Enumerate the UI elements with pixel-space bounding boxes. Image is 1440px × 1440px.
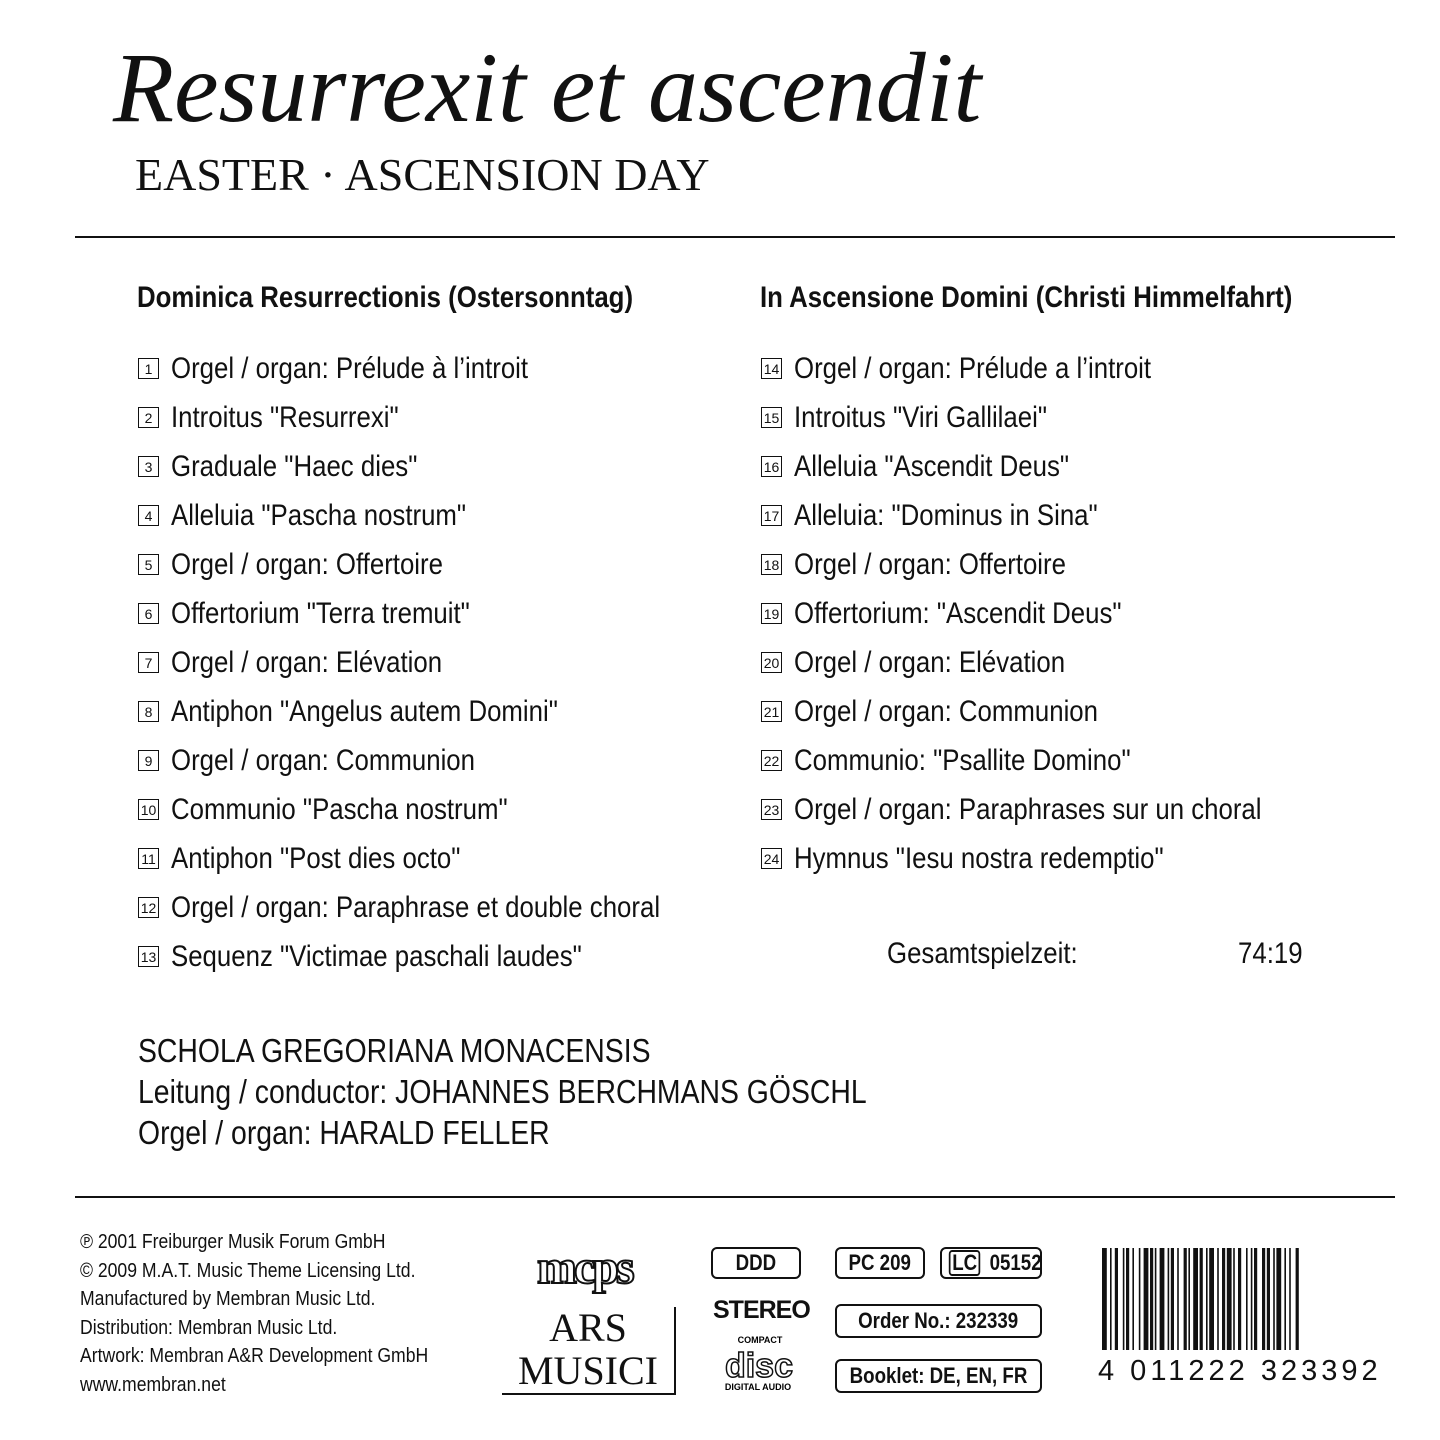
track-label: Alleluia: "Dominus in Sina" [794, 498, 1098, 532]
album-subtitle: EASTER · ASCENSION DAY [135, 149, 710, 200]
barcode-bar [1123, 1248, 1125, 1350]
track-item [761, 442, 1338, 491]
track-label: Orgel / organ: Offertoire [171, 547, 443, 581]
barcode-bar [1188, 1248, 1190, 1350]
barcode-bar [1262, 1248, 1265, 1350]
track-label: Introitus "Viri Gallilaei" [794, 400, 1048, 434]
compact-disc-top-text: COMPACT [737, 1335, 783, 1345]
barcode-bar [1222, 1248, 1225, 1350]
copyright-line: © 2009 M.A.T. Music Theme Licensing Ltd. [80, 1259, 416, 1282]
track-item [138, 589, 740, 638]
track-number: 6 [138, 603, 159, 624]
track-item [138, 834, 740, 883]
track-item [138, 883, 740, 932]
track-label: Sequenz "Victimae paschali laudes" [171, 939, 582, 973]
track-label: Orgel / organ: Paraphrases sur un choral [794, 792, 1262, 826]
track-item [138, 638, 740, 687]
track-label: Antiphon "Post dies octo" [171, 841, 461, 875]
barcode-bar [1276, 1248, 1281, 1350]
track-number: 21 [761, 701, 782, 722]
track-label: Hymnus "Iesu nostra redemptio" [794, 841, 1164, 875]
album-title: Resurrexit et ascendit [113, 32, 982, 143]
total-time-label: Gesamtspielzeit: [887, 937, 1078, 970]
barcode-bar [1150, 1248, 1153, 1350]
barcode-bar [1102, 1248, 1107, 1350]
track-item [761, 687, 1338, 736]
barcode-number: 4 011222 323392 [1098, 1355, 1382, 1387]
barcode-bar [1200, 1248, 1203, 1350]
track-number: 10 [138, 799, 159, 820]
distribution-line: Distribution: Membran Music Ltd. [80, 1316, 338, 1339]
website-link[interactable]: www.membran.net [80, 1373, 226, 1396]
legal-notice [80, 1228, 476, 1400]
track-number: 18 [761, 554, 782, 575]
lc-number: 05152 [989, 1250, 1042, 1275]
track-number: 14 [761, 358, 782, 379]
track-item [138, 442, 740, 491]
track-number: 5 [138, 554, 159, 575]
track-item [761, 393, 1338, 442]
barcode-bar [1139, 1248, 1141, 1350]
left-track-list [138, 344, 740, 981]
barcode-bar [1273, 1248, 1275, 1350]
lc-prefix: LC [949, 1250, 981, 1276]
track-number: 4 [138, 505, 159, 526]
track-number: 24 [761, 848, 782, 869]
track-item [761, 785, 1338, 834]
phonographic-copyright: ℗ 2001 Freiburger Musik Forum GmbH [80, 1231, 386, 1253]
barcode-bar [1171, 1248, 1174, 1350]
track-label: Introitus "Resurrexi" [171, 400, 399, 434]
track-number: 13 [138, 946, 159, 967]
track-label: Orgel / organ: Elévation [794, 645, 1066, 679]
track-item [761, 638, 1338, 687]
track-number: 22 [761, 750, 782, 771]
barcode-bar [1289, 1248, 1291, 1350]
barcode-bar [1238, 1248, 1241, 1350]
track-label: Orgel / organ: Communion [794, 694, 1099, 728]
ensemble-name: SCHOLA GREGORIANA MONACENSIS [138, 1032, 651, 1069]
barcode-bar [1254, 1248, 1257, 1350]
track-item [138, 540, 740, 589]
barcode-bar [1233, 1248, 1235, 1350]
lc-number-badge [940, 1247, 1042, 1279]
track-item [138, 344, 740, 393]
barcode-bar [1209, 1248, 1214, 1350]
organist-credit: Orgel / organ: HARALD FELLER [138, 1114, 550, 1151]
track-label: Orgel / organ: Offertoire [794, 547, 1066, 581]
track-item [138, 785, 740, 834]
ars-musici-logo [502, 1307, 676, 1395]
total-time-value: 74:19 [1238, 937, 1303, 970]
barcode-bar [1168, 1248, 1170, 1350]
track-number: 2 [138, 407, 159, 428]
barcode-bar [1251, 1248, 1253, 1350]
stereo-label: STEREO [713, 1296, 810, 1324]
track-label: Communio "Pascha nostrum" [171, 792, 508, 826]
ars-logo-line2: MUSICI [517, 1348, 659, 1393]
barcode-bar [1267, 1248, 1270, 1350]
track-number: 7 [138, 652, 159, 673]
barcode-bar [1227, 1248, 1232, 1350]
barcode-bar [1184, 1248, 1187, 1350]
bottom-divider [75, 1196, 1395, 1198]
right-column-heading: In Ascensione Domini (Christi Himmelfahrt) [760, 281, 1293, 314]
track-label: Communio: "Psallite Domino" [794, 743, 1131, 777]
track-item [138, 491, 740, 540]
track-item [138, 393, 740, 442]
mcps-logo: mcps [537, 1241, 632, 1294]
track-number: 11 [138, 848, 159, 869]
track-item [138, 736, 740, 785]
barcode-bar [1296, 1248, 1299, 1350]
track-number: 1 [138, 358, 159, 379]
barcode-bar [1284, 1248, 1286, 1350]
barcode-bar [1193, 1248, 1198, 1350]
track-number: 20 [761, 652, 782, 673]
pc-number-badge: PC 209 [835, 1247, 925, 1279]
track-item [761, 540, 1338, 589]
track-number: 12 [138, 897, 159, 918]
track-item [138, 687, 740, 736]
track-item [138, 932, 740, 981]
barcode-bar [1246, 1248, 1248, 1350]
track-number: 8 [138, 701, 159, 722]
track-number: 17 [761, 505, 782, 526]
track-label: Orgel / organ: Elévation [171, 645, 443, 679]
track-label: Offertorium "Terra tremuit" [171, 596, 470, 630]
barcode-bar [1115, 1248, 1118, 1350]
track-item [761, 491, 1338, 540]
conductor-credit: Leitung / conductor: JOHANNES BERCHMANS GÖSCHL [138, 1073, 867, 1110]
barcode-bar [1206, 1248, 1208, 1350]
track-label: Alleluia "Pascha nostrum" [171, 498, 467, 532]
track-number: 15 [761, 407, 782, 428]
barcode-bar [1177, 1248, 1179, 1350]
track-number: 9 [138, 750, 159, 771]
track-item [761, 736, 1338, 785]
artwork-line: Artwork: Membran A&R Development GmbH [80, 1345, 429, 1368]
top-divider [75, 236, 1395, 238]
barcode-bar [1217, 1248, 1219, 1350]
right-track-list [761, 344, 1338, 883]
compact-disc-main-text: disc [724, 1347, 794, 1385]
performer-credits [138, 1030, 985, 1153]
left-column-heading: Dominica Resurrectionis (Ostersonntag) [137, 281, 634, 314]
track-label: Orgel / organ: Communion [171, 743, 476, 777]
compact-disc-icon [713, 1333, 803, 1393]
track-label: Alleluia "Ascendit Deus" [794, 449, 1070, 483]
barcode-bar [1126, 1248, 1129, 1350]
ddd-badge: DDD [711, 1247, 801, 1279]
track-label: Orgel / organ: Paraphrase et double choral [171, 890, 661, 924]
track-label: Antiphon "Angelus autem Domini" [171, 694, 558, 728]
barcode-bar [1110, 1248, 1112, 1350]
barcode-graphic [1100, 1248, 1380, 1358]
barcode-bar [1160, 1248, 1165, 1350]
compact-disc-bottom-text: DIGITAL AUDIO [724, 1382, 792, 1392]
ars-logo-line1: ARS [549, 1305, 627, 1350]
order-number-badge: Order No.: 232339 [835, 1304, 1042, 1338]
track-number: 3 [138, 456, 159, 477]
manufacturer-line: Manufactured by Membran Music Ltd. [80, 1288, 376, 1311]
barcode-bar [1132, 1248, 1134, 1350]
track-number: 19 [761, 603, 782, 624]
track-number: 23 [761, 799, 782, 820]
track-label: Graduale "Haec dies" [171, 449, 418, 483]
track-item [761, 344, 1338, 393]
track-number: 16 [761, 456, 782, 477]
barcode-bar [1155, 1248, 1157, 1350]
track-label: Offertorium: "Ascendit Deus" [794, 596, 1122, 630]
track-item [761, 589, 1338, 638]
barcode-bar [1144, 1248, 1149, 1350]
track-label: Orgel / organ: Prélude a l’introit [794, 351, 1152, 385]
booklet-languages-badge: Booklet: DE, EN, FR [835, 1359, 1042, 1393]
track-label: Orgel / organ: Prélude à l’introit [171, 351, 529, 385]
track-item [761, 834, 1338, 883]
